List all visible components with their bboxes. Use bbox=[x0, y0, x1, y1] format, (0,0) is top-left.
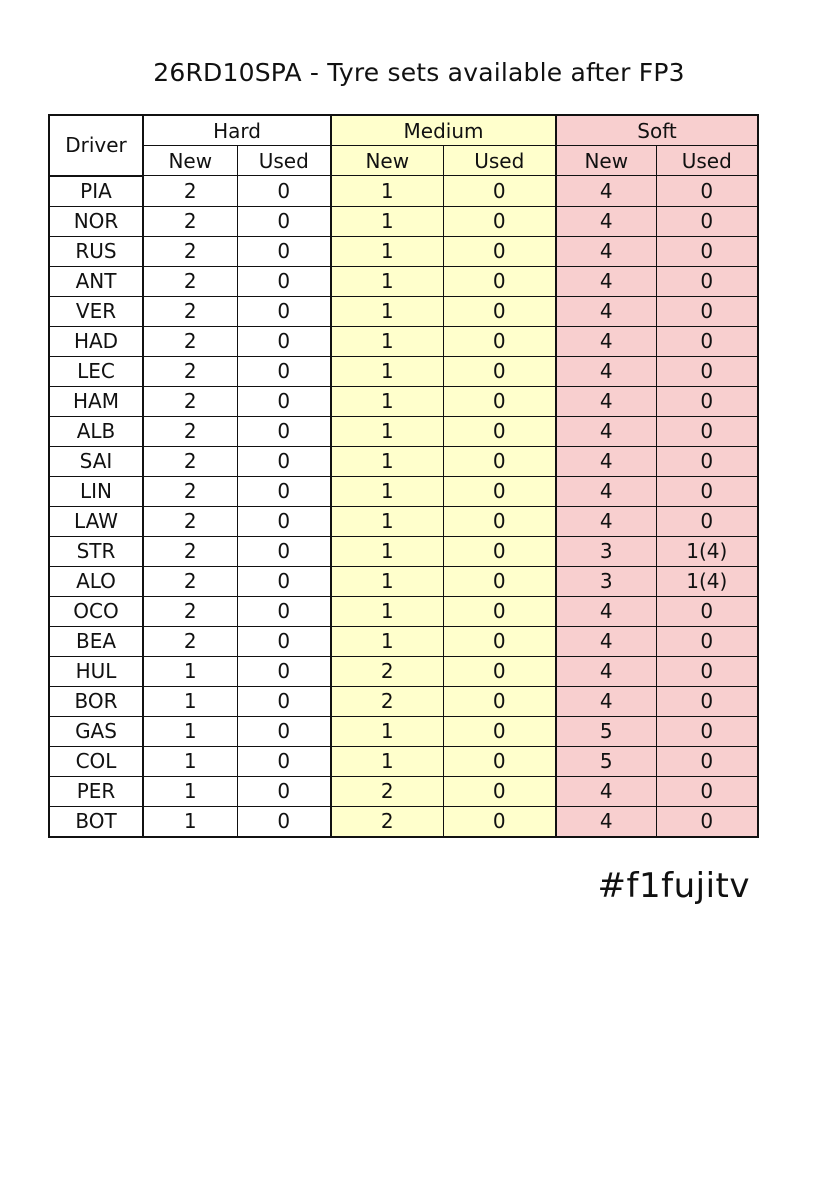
compound-header-row bbox=[49, 115, 758, 146]
hard-new-cell: 2 bbox=[143, 416, 237, 446]
driver-cell: GAS bbox=[49, 716, 143, 746]
driver-cell: ANT bbox=[49, 266, 143, 296]
soft-new-cell: 4 bbox=[556, 656, 656, 686]
medium-new-cell: 1 bbox=[331, 386, 443, 416]
medium-used-cell: 0 bbox=[443, 206, 556, 236]
soft-used-cell: 1(4) bbox=[656, 566, 758, 596]
soft-new-cell: 4 bbox=[556, 626, 656, 656]
medium-new-cell: 1 bbox=[331, 236, 443, 266]
driver-cell: BOT bbox=[49, 806, 143, 837]
soft-used-cell: 0 bbox=[656, 236, 758, 266]
hard-new-cell: 1 bbox=[143, 746, 237, 776]
medium-new-cell: 2 bbox=[331, 686, 443, 716]
soft-used-cell: 0 bbox=[656, 476, 758, 506]
medium-used-cell: 0 bbox=[443, 776, 556, 806]
hard-used-cell: 0 bbox=[237, 626, 331, 656]
hard-new-cell: 1 bbox=[143, 656, 237, 686]
table-row bbox=[49, 596, 758, 626]
soft-new-cell: 4 bbox=[556, 296, 656, 326]
table-row bbox=[49, 656, 758, 686]
soft-used-cell: 0 bbox=[656, 386, 758, 416]
soft-used-cell: 0 bbox=[656, 776, 758, 806]
soft-used-cell: 0 bbox=[656, 506, 758, 536]
driver-cell: LEC bbox=[49, 356, 143, 386]
hard-new-cell: 2 bbox=[143, 296, 237, 326]
hard-used-cell: 0 bbox=[237, 806, 331, 837]
medium-new-cell: 1 bbox=[331, 596, 443, 626]
hard-used-cell: 0 bbox=[237, 266, 331, 296]
table-row bbox=[49, 206, 758, 236]
medium-used-cell: 0 bbox=[443, 416, 556, 446]
medium-new-header: New bbox=[331, 146, 443, 176]
hard-new-cell: 2 bbox=[143, 266, 237, 296]
soft-used-cell: 0 bbox=[656, 176, 758, 207]
hard-used-cell: 0 bbox=[237, 356, 331, 386]
medium-new-cell: 1 bbox=[331, 266, 443, 296]
hard-used-header: Used bbox=[237, 146, 331, 176]
hard-new-cell: 2 bbox=[143, 236, 237, 266]
medium-new-cell: 1 bbox=[331, 506, 443, 536]
hard-new-cell: 2 bbox=[143, 506, 237, 536]
hard-used-cell: 0 bbox=[237, 656, 331, 686]
soft-new-header: New bbox=[556, 146, 656, 176]
driver-cell: ALO bbox=[49, 566, 143, 596]
table-row bbox=[49, 296, 758, 326]
table-row bbox=[49, 626, 758, 656]
soft-new-cell: 4 bbox=[556, 686, 656, 716]
hard-used-cell: 0 bbox=[237, 686, 331, 716]
hard-new-header: New bbox=[143, 146, 237, 176]
medium-new-cell: 1 bbox=[331, 746, 443, 776]
medium-used-cell: 0 bbox=[443, 356, 556, 386]
soft-used-cell: 0 bbox=[656, 206, 758, 236]
medium-new-cell: 1 bbox=[331, 206, 443, 236]
soft-used-cell: 0 bbox=[656, 686, 758, 716]
hard-used-cell: 0 bbox=[237, 386, 331, 416]
medium-used-cell: 0 bbox=[443, 746, 556, 776]
medium-new-cell: 2 bbox=[331, 806, 443, 837]
medium-new-cell: 1 bbox=[331, 296, 443, 326]
medium-new-cell: 1 bbox=[331, 536, 443, 566]
medium-new-cell: 1 bbox=[331, 176, 443, 207]
medium-new-cell: 1 bbox=[331, 476, 443, 506]
hard-used-cell: 0 bbox=[237, 296, 331, 326]
hard-used-cell: 0 bbox=[237, 716, 331, 746]
table-row bbox=[49, 716, 758, 746]
soft-used-cell: 0 bbox=[656, 296, 758, 326]
soft-new-cell: 4 bbox=[556, 506, 656, 536]
table-row bbox=[49, 776, 758, 806]
soft-new-cell: 4 bbox=[556, 476, 656, 506]
hard-new-cell: 1 bbox=[143, 806, 237, 837]
soft-used-cell: 0 bbox=[656, 656, 758, 686]
soft-new-cell: 3 bbox=[556, 536, 656, 566]
table-row bbox=[49, 686, 758, 716]
soft-used-cell: 0 bbox=[656, 626, 758, 656]
medium-used-cell: 0 bbox=[443, 656, 556, 686]
medium-used-header: Used bbox=[443, 146, 556, 176]
medium-used-cell: 0 bbox=[443, 536, 556, 566]
driver-cell: SAI bbox=[49, 446, 143, 476]
hard-used-cell: 0 bbox=[237, 776, 331, 806]
driver-cell: LIN bbox=[49, 476, 143, 506]
hard-new-cell: 2 bbox=[143, 386, 237, 416]
hard-new-cell: 2 bbox=[143, 566, 237, 596]
hard-used-cell: 0 bbox=[237, 176, 331, 207]
medium-used-cell: 0 bbox=[443, 176, 556, 207]
soft-used-cell: 0 bbox=[656, 416, 758, 446]
table-row bbox=[49, 446, 758, 476]
hard-new-cell: 1 bbox=[143, 716, 237, 746]
hard-new-cell: 2 bbox=[143, 326, 237, 356]
soft-used-cell: 1(4) bbox=[656, 536, 758, 566]
driver-cell: RUS bbox=[49, 236, 143, 266]
driver-cell: BOR bbox=[49, 686, 143, 716]
hard-new-cell: 2 bbox=[143, 176, 237, 207]
driver-cell: HUL bbox=[49, 656, 143, 686]
medium-new-cell: 1 bbox=[331, 566, 443, 596]
medium-used-cell: 0 bbox=[443, 596, 556, 626]
hard-new-cell: 1 bbox=[143, 686, 237, 716]
medium-new-cell: 1 bbox=[331, 446, 443, 476]
hard-new-cell: 2 bbox=[143, 206, 237, 236]
soft-used-cell: 0 bbox=[656, 806, 758, 837]
driver-cell: COL bbox=[49, 746, 143, 776]
table-row bbox=[49, 536, 758, 566]
soft-header: Soft bbox=[556, 115, 758, 146]
soft-new-cell: 4 bbox=[556, 266, 656, 296]
table-body bbox=[49, 176, 758, 837]
hard-header: Hard bbox=[143, 115, 331, 146]
medium-new-cell: 2 bbox=[331, 656, 443, 686]
medium-used-cell: 0 bbox=[443, 686, 556, 716]
hard-used-cell: 0 bbox=[237, 566, 331, 596]
soft-used-cell: 0 bbox=[656, 326, 758, 356]
soft-new-cell: 4 bbox=[556, 326, 656, 356]
table-row bbox=[49, 416, 758, 446]
soft-new-cell: 4 bbox=[556, 176, 656, 207]
driver-cell: ALB bbox=[49, 416, 143, 446]
soft-new-cell: 4 bbox=[556, 236, 656, 266]
hard-new-cell: 2 bbox=[143, 596, 237, 626]
soft-new-cell: 4 bbox=[556, 776, 656, 806]
medium-header: Medium bbox=[331, 115, 556, 146]
driver-cell: VER bbox=[49, 296, 143, 326]
medium-used-cell: 0 bbox=[443, 266, 556, 296]
medium-new-cell: 1 bbox=[331, 716, 443, 746]
new-used-header-row bbox=[49, 146, 758, 176]
tyre-sets-table bbox=[48, 114, 759, 838]
hard-used-cell: 0 bbox=[237, 446, 331, 476]
hard-used-cell: 0 bbox=[237, 236, 331, 266]
driver-cell: OCO bbox=[49, 596, 143, 626]
hard-new-cell: 2 bbox=[143, 476, 237, 506]
table-row bbox=[49, 746, 758, 776]
hard-new-cell: 2 bbox=[143, 446, 237, 476]
medium-used-cell: 0 bbox=[443, 506, 556, 536]
table-row bbox=[49, 356, 758, 386]
hard-new-cell: 1 bbox=[143, 776, 237, 806]
medium-used-cell: 0 bbox=[443, 296, 556, 326]
medium-new-cell: 1 bbox=[331, 326, 443, 356]
soft-used-cell: 0 bbox=[656, 356, 758, 386]
soft-used-cell: 0 bbox=[656, 716, 758, 746]
hard-used-cell: 0 bbox=[237, 596, 331, 626]
driver-cell: LAW bbox=[49, 506, 143, 536]
driver-cell: HAM bbox=[49, 386, 143, 416]
driver-cell: HAD bbox=[49, 326, 143, 356]
hard-used-cell: 0 bbox=[237, 326, 331, 356]
medium-used-cell: 0 bbox=[443, 806, 556, 837]
soft-new-cell: 4 bbox=[556, 386, 656, 416]
table-row bbox=[49, 476, 758, 506]
soft-new-cell: 4 bbox=[556, 806, 656, 837]
driver-cell: STR bbox=[49, 536, 143, 566]
soft-new-cell: 4 bbox=[556, 446, 656, 476]
soft-used-cell: 0 bbox=[656, 446, 758, 476]
table-row bbox=[49, 326, 758, 356]
hard-new-cell: 2 bbox=[143, 626, 237, 656]
medium-used-cell: 0 bbox=[443, 236, 556, 266]
soft-used-header: Used bbox=[656, 146, 758, 176]
hard-used-cell: 0 bbox=[237, 746, 331, 776]
medium-used-cell: 0 bbox=[443, 446, 556, 476]
driver-cell: PER bbox=[49, 776, 143, 806]
soft-new-cell: 4 bbox=[556, 416, 656, 446]
soft-used-cell: 0 bbox=[656, 266, 758, 296]
table-row bbox=[49, 566, 758, 596]
hashtag-text: #f1fujitv bbox=[597, 866, 750, 906]
driver-header: Driver bbox=[49, 115, 143, 176]
soft-new-cell: 4 bbox=[556, 596, 656, 626]
hard-new-cell: 2 bbox=[143, 536, 237, 566]
soft-used-cell: 0 bbox=[656, 746, 758, 776]
hard-used-cell: 0 bbox=[237, 206, 331, 236]
soft-new-cell: 5 bbox=[556, 716, 656, 746]
hard-used-cell: 0 bbox=[237, 536, 331, 566]
hard-used-cell: 0 bbox=[237, 416, 331, 446]
soft-new-cell: 5 bbox=[556, 746, 656, 776]
hard-used-cell: 0 bbox=[237, 506, 331, 536]
table-row bbox=[49, 506, 758, 536]
medium-new-cell: 2 bbox=[331, 776, 443, 806]
medium-used-cell: 0 bbox=[443, 566, 556, 596]
table-row bbox=[49, 236, 758, 266]
table-row bbox=[49, 806, 758, 837]
driver-cell: NOR bbox=[49, 206, 143, 236]
medium-used-cell: 0 bbox=[443, 716, 556, 746]
medium-used-cell: 0 bbox=[443, 476, 556, 506]
medium-new-cell: 1 bbox=[331, 626, 443, 656]
hard-used-cell: 0 bbox=[237, 476, 331, 506]
soft-new-cell: 3 bbox=[556, 566, 656, 596]
hard-new-cell: 2 bbox=[143, 356, 237, 386]
soft-new-cell: 4 bbox=[556, 206, 656, 236]
driver-cell: PIA bbox=[49, 176, 143, 207]
table-row bbox=[49, 176, 758, 207]
table-row bbox=[49, 386, 758, 416]
soft-used-cell: 0 bbox=[656, 596, 758, 626]
medium-used-cell: 0 bbox=[443, 326, 556, 356]
page-title: 26RD10SPA - Tyre sets available after FP3 bbox=[153, 58, 685, 87]
medium-used-cell: 0 bbox=[443, 386, 556, 416]
soft-new-cell: 4 bbox=[556, 356, 656, 386]
medium-new-cell: 1 bbox=[331, 416, 443, 446]
medium-new-cell: 1 bbox=[331, 356, 443, 386]
medium-used-cell: 0 bbox=[443, 626, 556, 656]
driver-cell: BEA bbox=[49, 626, 143, 656]
table-row bbox=[49, 266, 758, 296]
